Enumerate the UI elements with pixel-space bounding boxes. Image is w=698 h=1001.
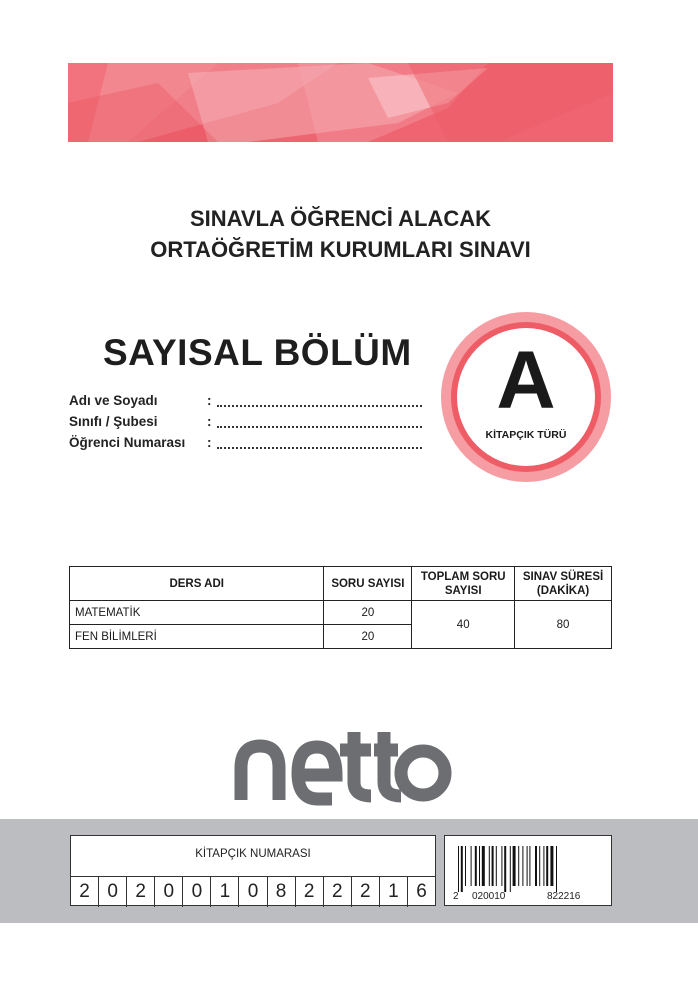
table-row	[70, 601, 612, 625]
name-field-colon: :	[207, 393, 212, 408]
barcode-group1: 020010	[472, 891, 506, 902]
booklet-digit: 0	[155, 877, 183, 907]
header-course-name: DERS ADI	[70, 567, 324, 601]
exam-info-table	[69, 566, 612, 649]
student-number-field-colon: :	[207, 435, 212, 450]
booklet-type-letter: A	[496, 335, 556, 426]
booklet-digit: 2	[71, 877, 99, 907]
course-name-cell: MATEMATİK	[70, 601, 324, 625]
exam-title	[68, 203, 613, 265]
barcode-box	[444, 835, 612, 906]
class-field-line[interactable]	[217, 426, 422, 428]
table-header-row	[70, 567, 612, 601]
section-title: SAYISAL BÖLÜM	[103, 332, 412, 373]
booklet-digit: 2	[127, 877, 155, 907]
netto-logo	[228, 730, 453, 810]
class-field-colon: :	[207, 414, 212, 429]
booklet-digit: 2	[352, 877, 380, 907]
name-field-label: Adı ve Soyadı	[69, 393, 158, 408]
header-total-questions: TOPLAM SORU SAYISI	[412, 567, 515, 601]
booklet-number-digits	[71, 876, 435, 907]
student-number-field-line[interactable]	[217, 447, 422, 449]
netto-logo-mark	[228, 730, 453, 810]
course-name-cell: FEN BİLİMLERİ	[70, 625, 324, 649]
booklet-digit: 0	[239, 877, 267, 907]
booklet-digit: 1	[380, 877, 408, 907]
booklet-digit: 1	[211, 877, 239, 907]
booklet-type-caption: KİTAPÇIK TÜRÜ	[485, 429, 567, 441]
booklet-number-box	[70, 835, 436, 906]
exam-title-line1: SINAVLA ÖĞRENCİ ALACAK	[189, 206, 492, 231]
total-questions-cell: 40	[412, 601, 515, 649]
barcode-first-digit: 2	[453, 891, 459, 902]
barcode-icon	[458, 846, 600, 892]
barcode-group2: 822216	[547, 891, 581, 902]
name-field-line[interactable]	[217, 405, 422, 407]
banner-graphic	[68, 63, 613, 142]
header-banner	[68, 63, 613, 142]
booklet-digit: 2	[324, 877, 352, 907]
exam-title-line2: ORTAÖĞRETİM KURUMLARI SINAVI	[150, 237, 531, 262]
class-field-label: Sınıfı / Şubesi	[69, 414, 158, 429]
header-question-count: SORU SAYISI	[324, 567, 412, 601]
header-duration: SINAV SÜRESİ (DAKİKA)	[515, 567, 612, 601]
booklet-digit: 0	[99, 877, 127, 907]
booklet-number-label: KİTAPÇIK NUMARASI	[195, 848, 311, 860]
student-number-field-label: Öğrenci Numarası	[69, 435, 186, 450]
booklet-digit: 0	[183, 877, 211, 907]
booklet-type-badge	[441, 312, 611, 482]
booklet-digit: 2	[296, 877, 324, 907]
booklet-digit: 8	[268, 877, 296, 907]
question-count-cell: 20	[324, 601, 412, 625]
booklet-digit: 6	[416, 881, 427, 902]
question-count-cell: 20	[324, 625, 412, 649]
duration-cell: 80	[515, 601, 612, 649]
